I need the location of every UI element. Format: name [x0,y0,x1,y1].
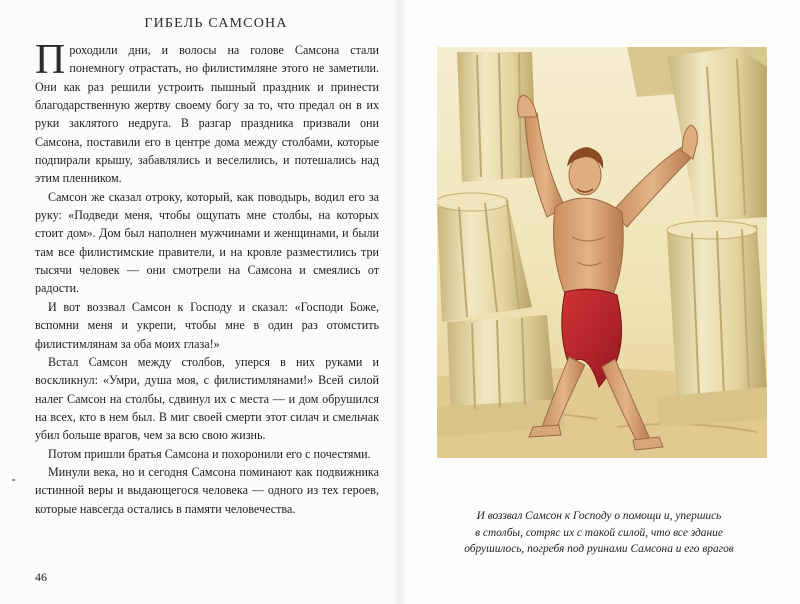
paragraph-2: Самсон же сказал отроку, который, как поводырь, водил его за руку: «Подведи меня, чтобы ощупать мне столбы, на которых стоит дом». Дом был наполнен мужчинами и женщинами, и были там все филистимские правители, и на кровле разместились три тысячи человек — они смотрели на Самсона и смеялись от радости. [35,189,379,296]
body-text [35,37,379,518]
caption-line-2: в столбы, сотряс их с такой силой, что все здание [475,526,723,539]
caption-line-1: И воззвал Самсон к Господу о помощи и, упершись [476,510,722,522]
caption-line-3: обрушилось, погребя под руинами Самсона и его врагов [464,543,734,555]
illustration-svg [437,47,767,458]
paragraph-6: Минули века, но и сегодня Самсона поминают как подвижника истинной веры и выдающегося человека — одного из тех героев, которые навсегда остались в памяти человечества. [35,464,379,516]
drop-cap: П [35,37,66,83]
samson-illustration [437,47,767,458]
page-number: 46 [35,570,47,584]
paragraph-1 [35,37,379,188]
right-column-bottom [657,221,767,427]
head [569,155,601,195]
left-foot [529,425,561,437]
book-gutter [393,0,407,604]
print-speck [12,479,15,481]
illustration-caption [410,508,788,558]
paragraph-1-text: роходили дни, и волосы на голове Самсона стали понемногу отрастать, но филистимляне этого не заметили. Они как раз решили устроить пышный праздник и принести благодарственную жертву своему богу за то, что предал он в их руки заклятого недруга. В разгар праздника призвали они Самсона, поставили его в центре дома между столбами, которые подпирали крышу, забавлялись и веселились, и потешались над этим пленником. [35,43,379,186]
paragraph-5: Потом пришли братья Самсона и похоронили его с почестями. [48,446,371,461]
paragraph-3: И вот воззвал Самсон к Господу и сказал: «Господи Боже, вспомни меня и укрепи, чтобы мне в один раз отомстить филистимлянам за оба моих глаза!» [35,299,379,351]
running-head: ГИБЕЛЬ САМСОНА [144,16,288,31]
paragraph-4: Встал Самсон между столбов, уперся в них руками и воскликнул: «Умри, душа моя, с филистимлянами!» Всей силой налег Самсон на столбы, сдвинул их с места — и дом обрушился на всех, кто в нем был. В миг своей смерти этот силач и смельчак убил больше врагов, чем за всю свою жизнь. [35,354,379,443]
